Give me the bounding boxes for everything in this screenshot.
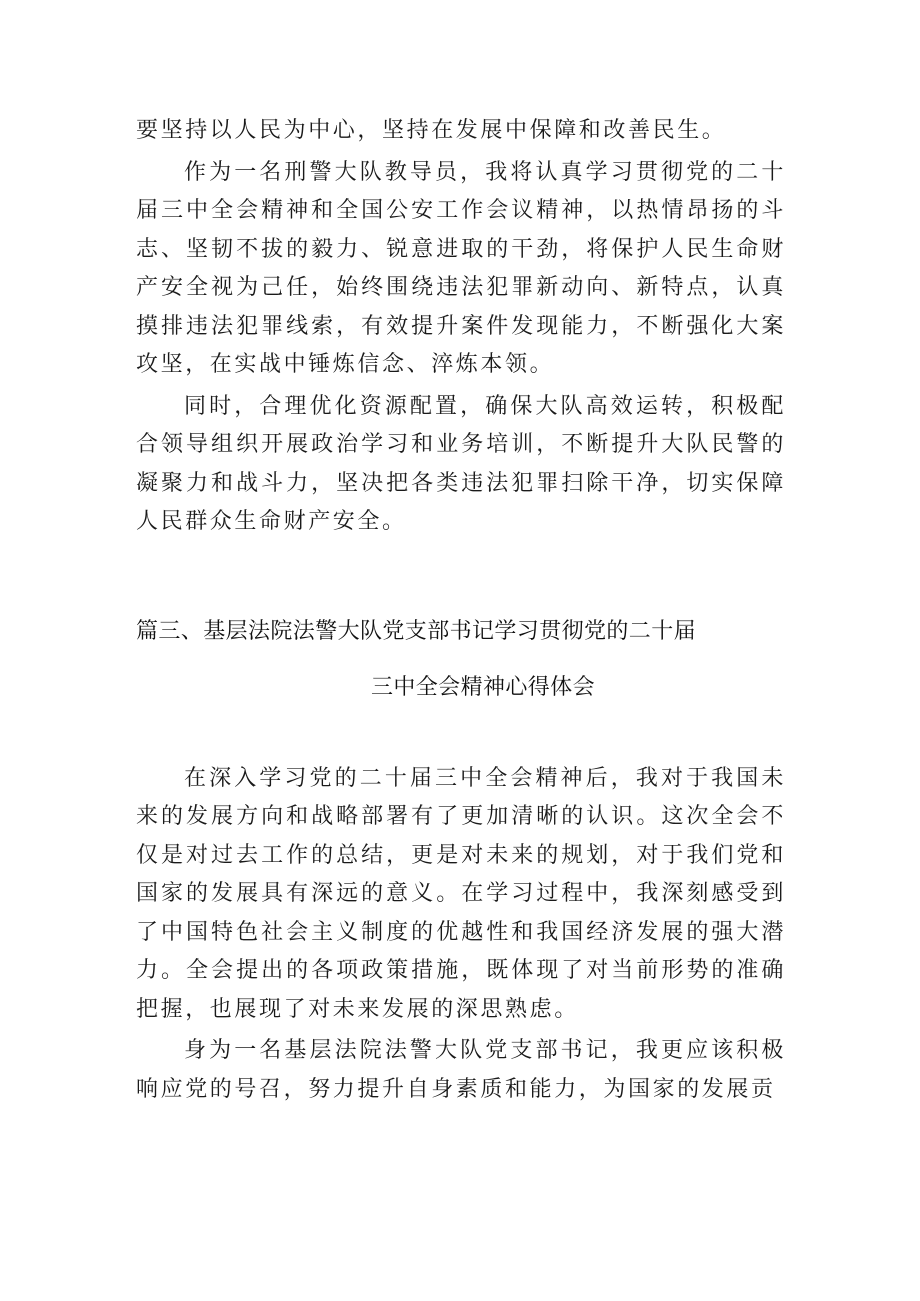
paragraph-continued: 要坚持以人民为中心，坚持在发展中保障和改善民生。 [136,118,727,143]
section-title-line-2: 三中全会精神心得体会 [370,674,595,700]
document-body [136,112,786,1109]
section-title-line-1: 篇三、基层法院法警大队党支部书记学习贯彻党的二十届 [136,618,697,644]
section-title [136,604,786,716]
paragraph-study: 在深入学习党的二十届三中全会精神后，我对于我国未来的发展方向和战略部署有了更加清晰的认识。这次全会不仅是对过去工作的总结，更是对未来的规划，对于我们党和国家的发展具有深远的意义。在学习过程中，我深刻感受到了中国特色社会主义制度的优越性和我国经济发展的强大潜力。全会提出的各项政策措施，既体现了对当前形势的准确把握，也展现了对未来发展的深思熟虑。 [136,765,786,1022]
paragraph-secretary: 身为一名基层法院法警大队党支部书记，我更应该积极响应党的号召，努力提升自身素质和能力，为国家的发展贡 [136,1038,786,1102]
paragraph-instructor: 作为一名刑警大队教导员，我将认真学习贯彻党的二十届三中全会精神和全国公安工作会议精神，以热情昂扬的斗志、坚韧不拔的毅力、锐意进取的干劲，将保护人民生命财产安全视为己任，始终围绕违法犯罪新动向、新特点，认真摸排违法犯罪线索，有效提升案件发现能力，不断强化大案攻坚，在实战中锤炼信念、淬炼本领。 [136,159,786,377]
paragraph-meanwhile: 同时，合理优化资源配置，确保大队高效运转，积极配合领导组织开展政治学习和业务培训，不断提升大队民警的凝聚力和战斗力，坚决把各类违法犯罪扫除干净，切实保障人民群众生命财产安全。 [136,393,786,534]
